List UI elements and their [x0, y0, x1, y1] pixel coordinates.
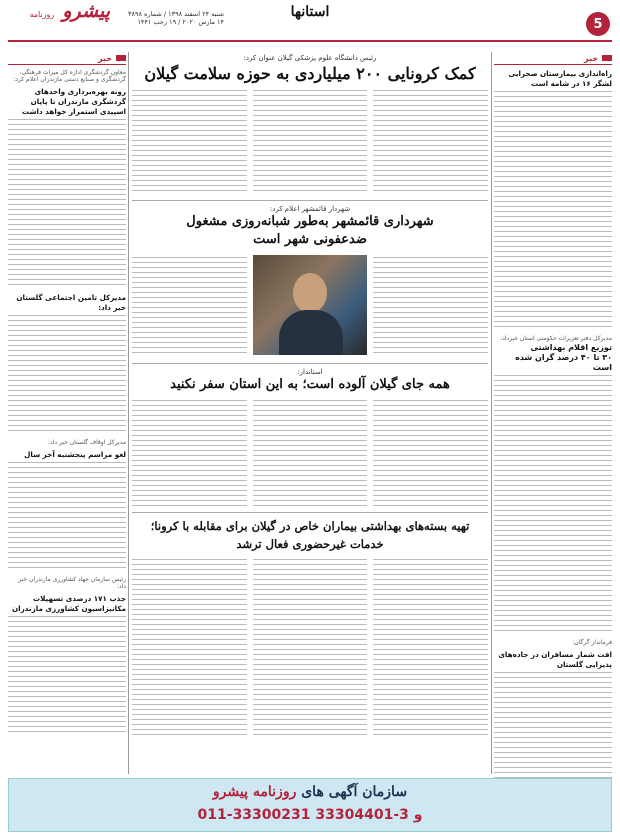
story2-headline-line2: ضدعفونی شهر است [253, 232, 367, 247]
left-kicker-3: مدیرکل اوقاف گلستان خبر داد: [48, 439, 126, 446]
article-text [253, 90, 368, 194]
story4-headline-line1: تهیه بسته‌های بهداشتی بیماران خاص در گیلان برای مقابله با کرونا؛ [150, 519, 470, 533]
ad-title-prefix: سازمان آگهی های [301, 784, 408, 800]
divider [132, 512, 488, 513]
article-text [253, 559, 368, 737]
article-text [494, 91, 612, 331]
mayor-photo [253, 255, 368, 355]
middle-column [132, 52, 488, 774]
story4-body [132, 557, 488, 739]
story2-headline-line1: شهرداری قائمشهر به‌طور شبانه‌روزی مشغول [186, 214, 434, 229]
ad-title-brand: روزنامه پیشرو [212, 784, 297, 800]
tag-marker [602, 55, 612, 61]
section-title: استانها [290, 4, 330, 20]
column-rule-right [491, 52, 492, 774]
ad-title [9, 784, 611, 800]
story1-body [132, 88, 488, 196]
logo-sub: روزنامه [29, 10, 55, 19]
column-rule-left [128, 52, 129, 774]
article-text [373, 257, 488, 357]
right-kicker-3: فرماندار گرگان: [572, 639, 612, 646]
article-text [373, 400, 488, 506]
left-headline-4: جذب ۱۷۱ درصدی تسهیلات مکانیزاسیون کشاورزی مازندران [12, 594, 126, 613]
left-headline-1: رونه بهره‌برداری واحدهای گردشگری مازندران تا پایان اسپیدی استمرار خواهد داشت [21, 87, 126, 116]
logo-text: پیشرو [62, 0, 110, 22]
left-headline-3: لغو مراسم پنجشنبه آخر سال [24, 450, 126, 459]
article-text [494, 375, 612, 635]
story2-kicker: شهردار قائمشهر اعلام کرد: [269, 205, 351, 213]
article-text [8, 315, 126, 435]
page-number: 5 [586, 12, 610, 36]
article-text [373, 90, 488, 194]
article-text [494, 672, 612, 782]
right-headline-2: توزیع اقلام بهداشتی [530, 343, 612, 352]
article-text [132, 90, 247, 194]
story3-body [132, 398, 488, 508]
article-text [132, 400, 247, 506]
story3-headline: همه جای گیلان آلوده است؛ به این استان سفر نکنید [170, 377, 450, 392]
photo-face [293, 273, 327, 313]
left-headline-2: مدیرکل تامین اجتماعی گلستان خبر داد: [16, 293, 126, 312]
story3-kicker: استاندار: [297, 368, 323, 376]
right-kicker-2: مدیرکل دفتر تعزیرات حکومتی استان خبرداد: [500, 335, 612, 342]
left-kicker-4: رئیس سازمان جهاد کشاورزی مازندران خبر داد: [18, 576, 126, 590]
left-khabar-tag [8, 52, 126, 65]
article-text [132, 257, 247, 357]
right-headline-2c: ۳۰ تا ۴۰ درصد گران شده است [515, 353, 612, 372]
header-rule [8, 40, 612, 42]
divider [132, 363, 488, 364]
issue-info [128, 10, 224, 26]
divider [132, 200, 488, 201]
right-column [494, 52, 612, 774]
photo-body [279, 310, 343, 355]
article-text [132, 559, 247, 737]
khabar-label: خبر [97, 53, 112, 63]
right-headline-1: راه‌اندازی بیمارستان صحرایی لشگر ۱۶ در شامه است [508, 69, 612, 88]
left-column [8, 52, 126, 774]
story1-headline: کمک کرونایی ۲۰۰ میلیاردی به حوزه سلامت گیلان [144, 64, 476, 83]
page-header [0, 0, 620, 40]
newspaper-logo [28, 0, 110, 40]
left-kicker-1: معاون گردشگری اداره کل میراث فرهنگی، گردشگری و صنایع دستی مازندران اعلام کرد: [13, 69, 126, 83]
issue-line-1: شنبه ۲۴ اسفند ۱۳۹۸ / شماره ۳۸۹۸ [128, 10, 225, 18]
article-text [8, 616, 126, 736]
story4-headline-line2: خدمات غیرحضوری فعال ترشد [236, 537, 384, 551]
article-text [8, 119, 126, 289]
ad-phone: 011-33300231 و 3-33304401 [197, 807, 423, 823]
ad-banner [8, 778, 612, 832]
right-headline-3: افت شمار مسافران در جاده‌های پذیرایی گلستان [498, 650, 612, 669]
article-text [8, 462, 126, 572]
article-text [253, 400, 368, 506]
right-khabar-tag [494, 52, 612, 65]
story2-body [132, 255, 488, 359]
issue-line-2: ۱۴ مارس ۲۰۲۰ / ۱۹ رجب ۱۴۴۱ [137, 18, 225, 26]
tag-marker [116, 55, 126, 61]
article-text [373, 559, 488, 737]
khabar-label: خبر [583, 53, 598, 63]
story1-kicker: رئیس دانشگاه علوم پزشکی گیلان عنوان کرد: [243, 54, 377, 62]
